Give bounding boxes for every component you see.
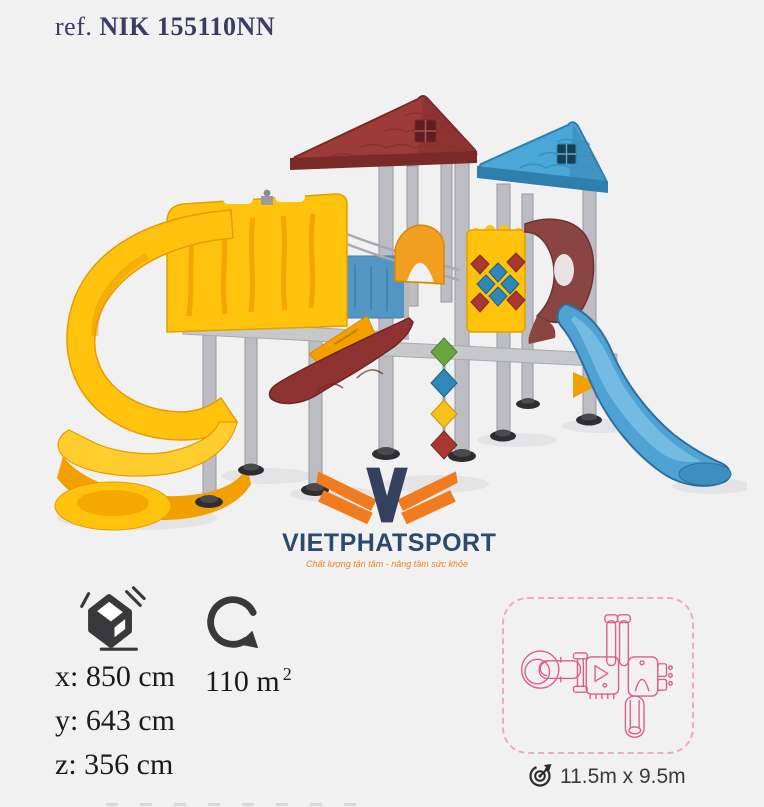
arch-panel [395,225,444,284]
climbing-panel [467,225,525,332]
blue-roof-tower [477,122,608,193]
3d-box-icon [72,584,150,654]
watermark [282,462,497,569]
dimension-x: x: 850 cm [55,660,175,693]
rotation-arrow-icon [202,590,264,654]
cropped-text-remnant [106,803,356,806]
brand-tagline: Chất lượng tận tâm - nâng tầm sức khỏe [306,559,468,569]
footprint-size-label: 11.5m x 9.5m [560,765,686,788]
brand-logo-icon [312,462,462,528]
reference-line [55,12,275,42]
ref-label: ref. [55,12,100,41]
area-exponent: 2 [282,664,292,684]
rail-clamp [261,196,273,205]
footprint-target-icon [527,762,554,789]
brand-name: VIETPHATSPORT [282,529,497,557]
disc-steppers [431,338,457,459]
footprint-topview [504,599,692,752]
dimension-z: z: 356 cm [55,748,174,781]
red-roof-tower [290,96,477,170]
footprint-diagram-box [502,597,694,754]
product-code: NIK 155110NN [99,12,276,41]
dimension-y: y: 643 cm [55,704,175,737]
area-value: 110 m $^2$ [205,664,292,698]
